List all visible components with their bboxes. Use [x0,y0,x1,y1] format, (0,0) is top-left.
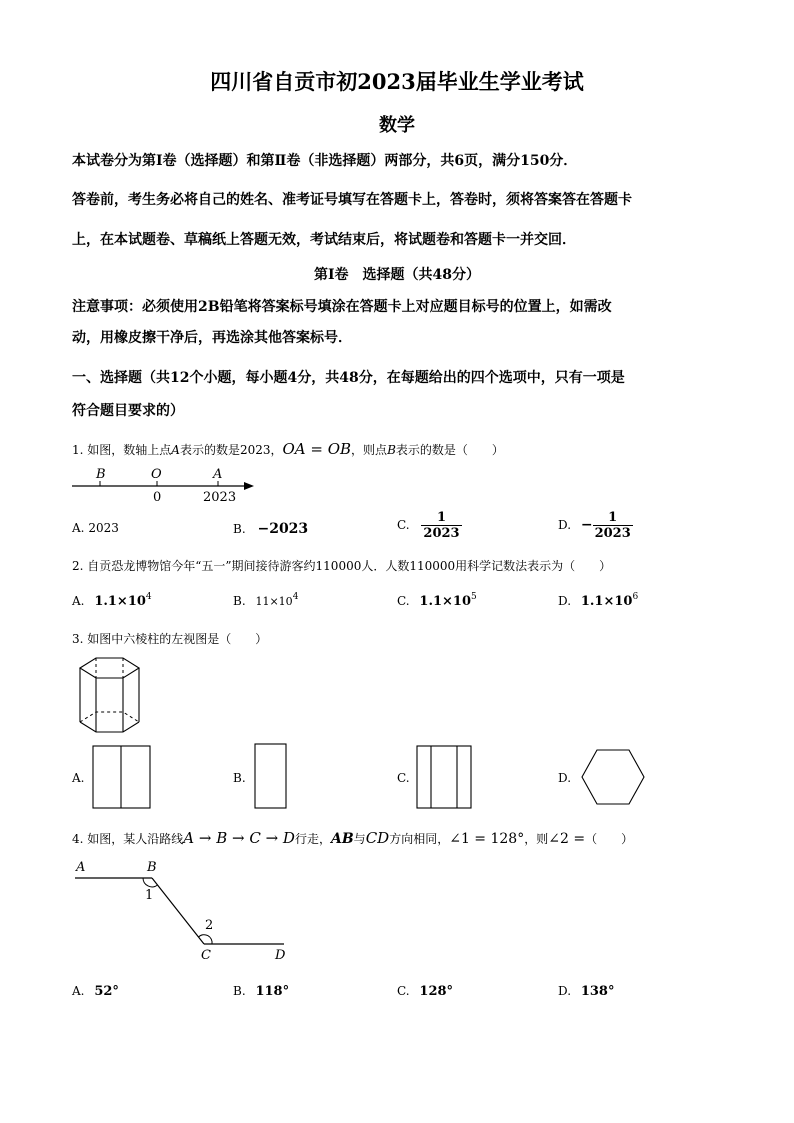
axis-label-a: A [213,467,223,482]
question-1-stem: 1. 如图，数轴上点A表示的数是2023，OA = OB，则点B表示的数是（ ） [72,440,504,458]
fig-angle-1: 1 [145,888,154,903]
intro-line-2: 答卷前，考生务必将自己的姓名、准考证号填写在答题卡上，答卷时，须将答案答在答题卡 [72,192,632,208]
q4-option-d[interactable]: D. 138° [558,984,615,999]
fig-angle-2: 2 [205,918,214,933]
question-4-stem: 4. 如图，某人沿路线A → B → C → D行走，AB与CD方向相同，∠1 = 128°，则∠2 =（ ） [72,829,634,847]
fig-label-a: A [76,860,86,875]
intro-line-1: 本试卷分为第Ⅰ卷（选择题）和第Ⅱ卷（非选择题）两部分，共6页，满分150分． [72,153,578,169]
q1-option-a[interactable]: A. 2023 [72,521,119,535]
q2-option-c[interactable]: C. $1.1\times 10^5$ [397,592,477,609]
q3-option-c-label[interactable]: C. [397,771,410,785]
q1-option-b[interactable]: B. −2023 [233,521,309,537]
fig-label-b: B [147,860,157,875]
q1-option-d[interactable]: D. − $\frac{1}{2023}$ [558,510,631,541]
axis-label-o: O [151,467,162,482]
section-heading-1: 一、选择题（共12个小题，每小题4分，共48分，在每题给出的四个选项中，只有一项是 [72,370,625,386]
intro-line-3: 上，在本试题卷、草稿纸上答题无效，考试结束后，将试题卷和答题卡一并交回． [72,232,576,248]
notice-line-2: 动，用橡皮擦干净后，再选涂其他答案标号． [72,330,352,346]
fig-label-d: D [275,948,286,963]
q2-option-a[interactable]: A. $1.1\times 10^4$ [72,592,152,609]
axis-label-b: B [96,467,106,482]
q3-option-b-label[interactable]: B. [233,771,246,785]
fig-label-c: C [201,948,211,963]
axis-value-2023: 2023 [203,490,237,505]
subject-title: 数学 [379,115,415,136]
q3-option-a-label[interactable]: A. [72,771,85,785]
q2-option-b[interactable]: B. $11\times 10^4$ [233,592,299,608]
q4-option-b[interactable]: B. 118° [233,984,290,999]
q4-option-a[interactable]: A. 52° [72,984,119,999]
notice-line-1: 注意事项：必须使用2B铅笔将答案标号填涂在答题卡上对应题目标号的位置上，如需改 [72,299,612,315]
q3-option-d-label[interactable]: D. [558,771,572,785]
axis-value-0: 0 [153,490,162,505]
section-heading-2: 符合题目要求的） [72,403,184,419]
question-3-stem: 3. 如图中六棱柱的左视图是（ ） [72,632,268,646]
q1-option-c[interactable]: C. $\frac{1}{2023}$ [397,510,460,541]
q2-option-d[interactable]: D. $1.1\times 10^6$ [558,592,639,609]
question-2-stem: 2. 自贡恐龙博物馆今年“五一”期间接待游客约110000人．人数110000用科学记数法表示为（ ） [72,559,612,573]
q4-option-c[interactable]: C. 128° [397,984,454,999]
part1-heading: 第Ⅰ卷 选择题（共48分） [313,267,481,283]
page-title: 四川省自贡市初2023届毕业生学业考试 [210,69,584,94]
